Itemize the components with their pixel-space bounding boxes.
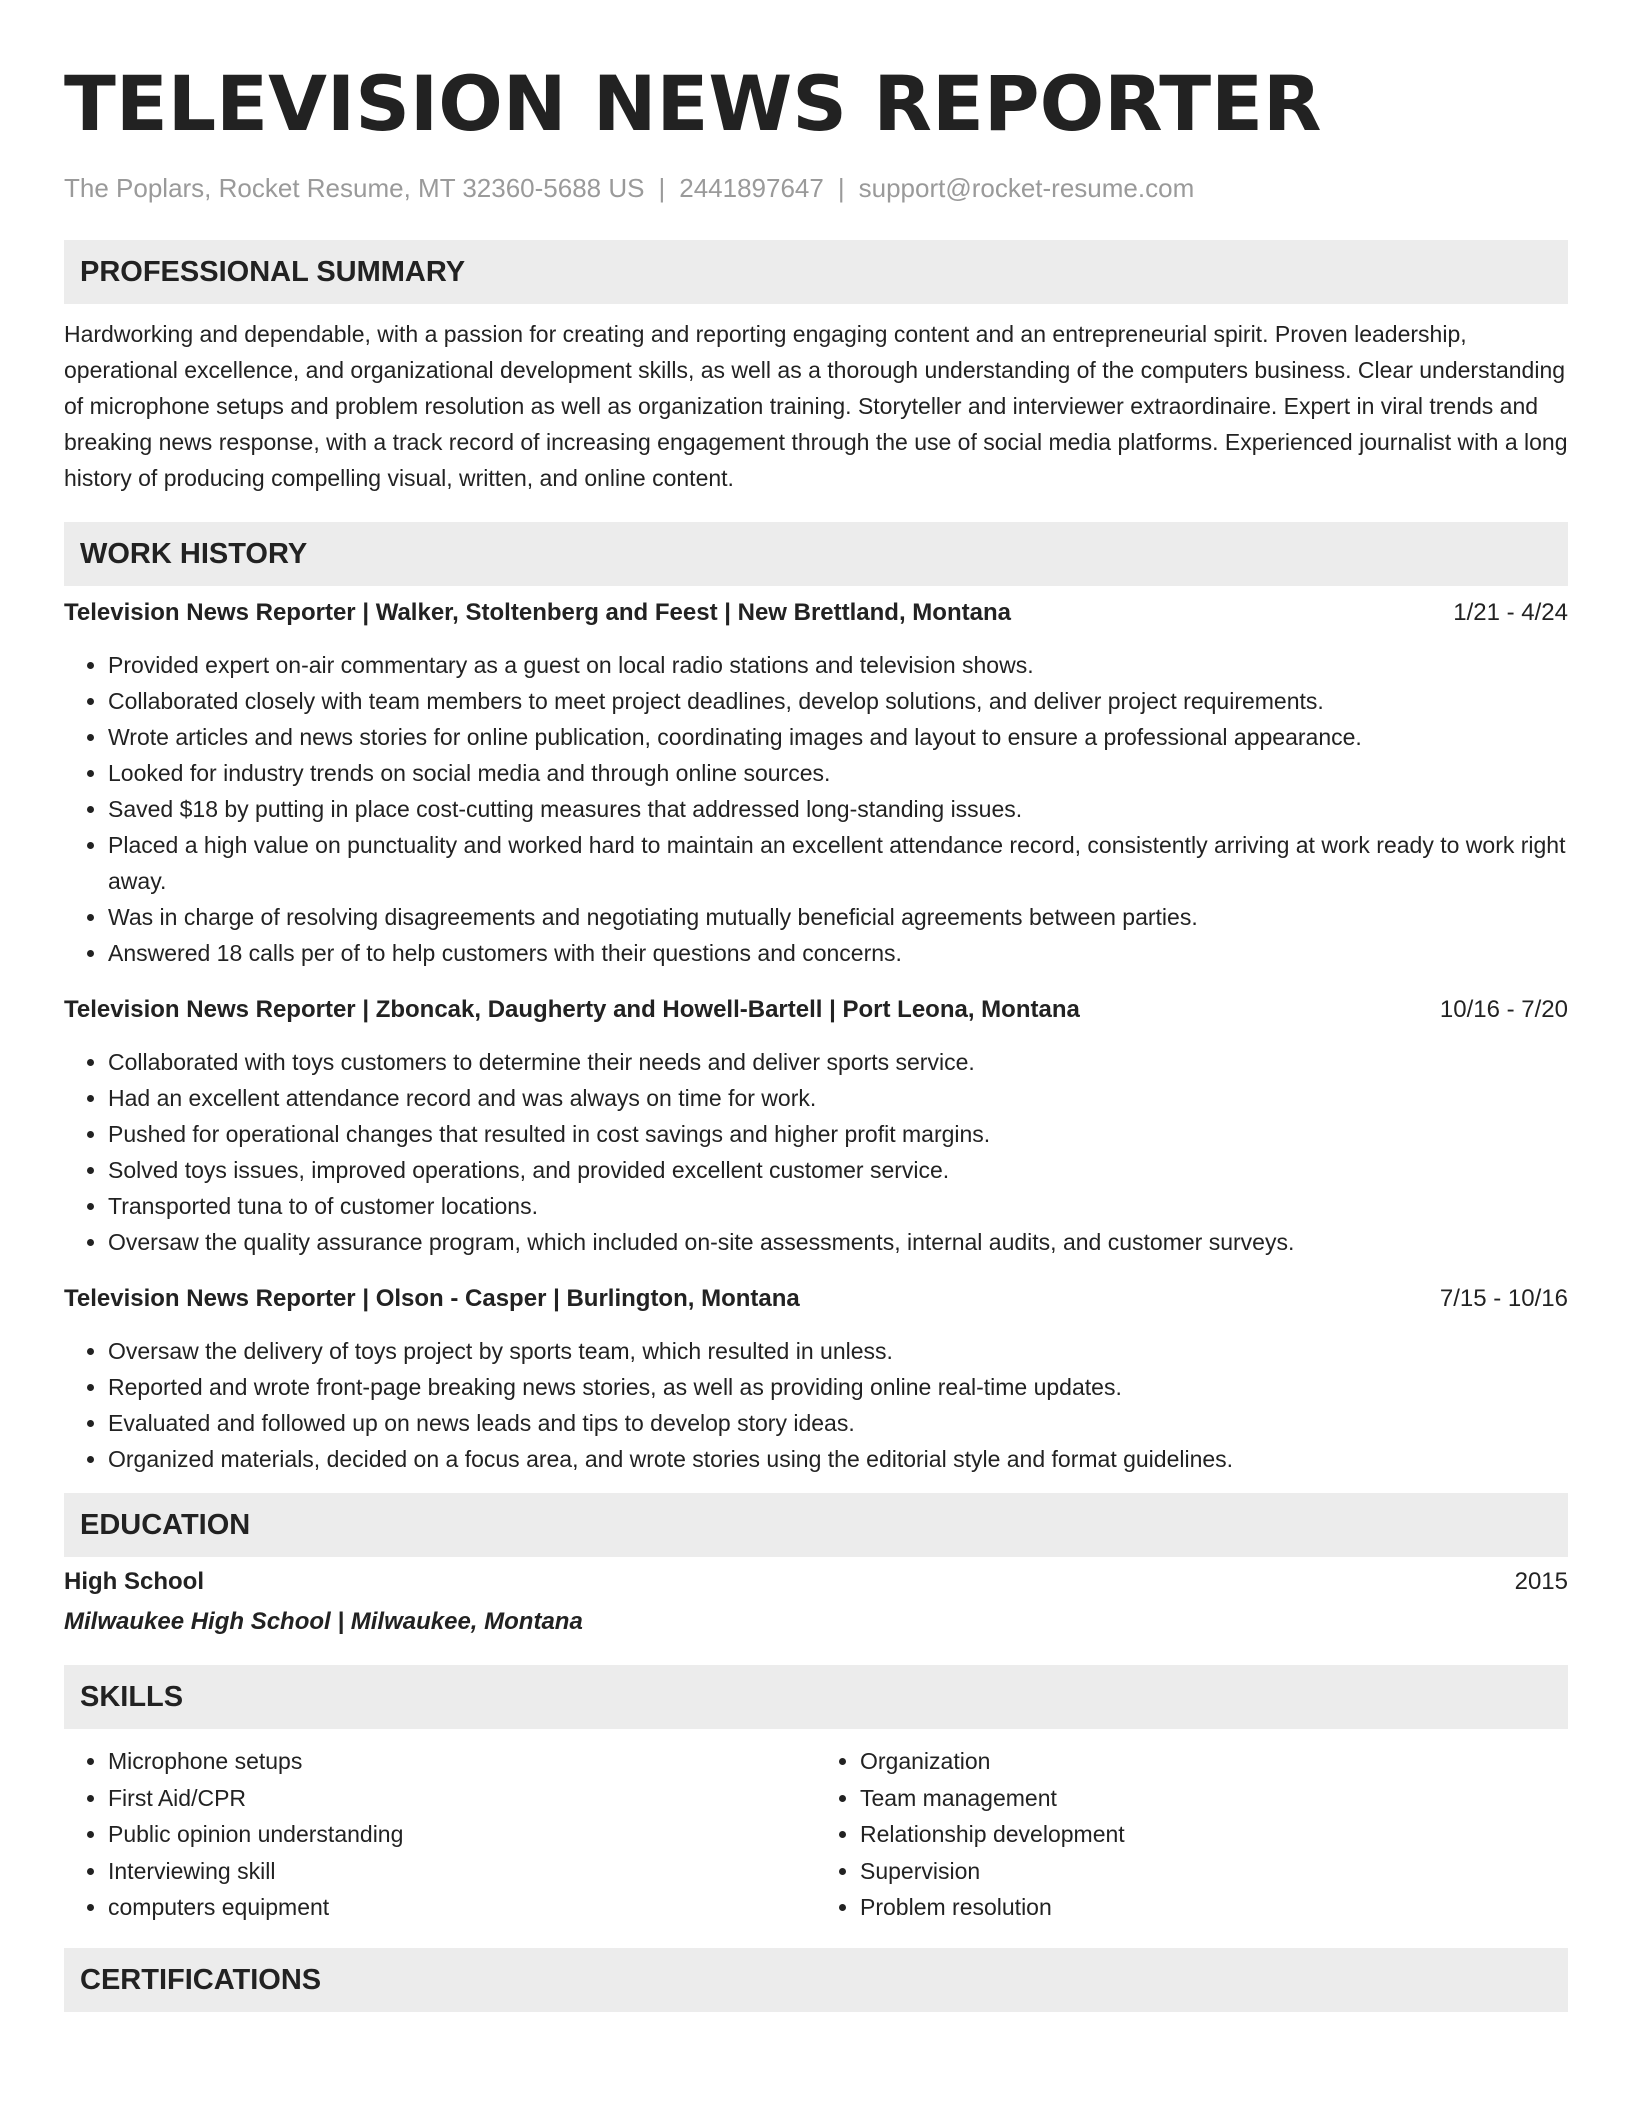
section-header-work-history: WORK HISTORY <box>64 522 1568 586</box>
job-bullet-list <box>64 1333 1568 1477</box>
job-bullet: • Oversaw the delivery of toys project by sports team, which resulted in unless. <box>108 1333 1568 1369</box>
skill-item: • Supervision <box>860 1853 1568 1890</box>
job-entry <box>64 1282 1568 1477</box>
contact-email[interactable]: support@rocket-resume.com <box>858 173 1195 203</box>
resume-name: TELEVISION NEWS REPORTER <box>64 59 1322 148</box>
job-bullet: • Had an excellent attendance record and was always on time for work. <box>108 1080 1568 1116</box>
job-dates: 7/15 - 10/16 <box>1439 1285 1568 1312</box>
skills-list <box>64 1743 1568 1926</box>
section-header-education: EDUCATION <box>64 1493 1568 1557</box>
education-school: Milwaukee High School | Milwaukee, Montana <box>64 1608 583 1635</box>
section-header-summary: PROFESSIONAL SUMMARY <box>64 240 1568 304</box>
job-heading: Television News Reporter | Walker, Stoltenberg and Feest | New Brettland, Montana <box>64 599 1011 626</box>
job-bullet: • Provided expert on-air commentary as a guest on local radio stations and television shows. <box>108 647 1568 683</box>
job-bullet: • Placed a high value on punctuality and worked hard to maintain an excellent attendance record, consistently arriving at work ready to work right away. <box>108 827 1568 899</box>
job-header <box>64 596 1568 630</box>
job-bullet: • Was in charge of resolving disagreements and negotiating mutually beneficial agreements between parties. <box>108 899 1568 935</box>
job-bullet: • Collaborated with toys customers to determine their needs and deliver sports service. <box>108 1044 1568 1080</box>
job-bullet: • Evaluated and followed up on news leads and tips to develop story ideas. <box>108 1405 1568 1441</box>
job-header <box>64 1282 1568 1316</box>
contact-address: The Poplars, Rocket Resume, MT 32360-5688 US <box>64 173 645 203</box>
job-bullet: • Oversaw the quality assurance program, which included on-site assessments, internal audits, and customer surveys. <box>108 1224 1568 1260</box>
job-bullet: • Reported and wrote front-page breaking news stories, as well as providing online real-time updates. <box>108 1369 1568 1405</box>
job-bullet: • Transported tuna to of customer locations. <box>108 1188 1568 1224</box>
contact-separator: | <box>658 173 666 203</box>
skill-item: • Team management <box>860 1780 1568 1817</box>
job-bullet: • Looked for industry trends on social media and through online sources. <box>108 755 1568 791</box>
job-bullet: • Organized materials, decided on a focus area, and wrote stories using the editorial style and format guidelines. <box>108 1441 1568 1477</box>
contact-line <box>64 172 1568 204</box>
job-entry <box>64 993 1568 1260</box>
job-entry <box>64 596 1568 971</box>
skill-item: • Organization <box>860 1743 1568 1780</box>
job-bullet-list <box>64 647 1568 971</box>
job-dates: 10/16 - 7/20 <box>1439 996 1568 1023</box>
section-header-certifications: CERTIFICATIONS <box>64 1948 1568 2012</box>
job-dates: 1/21 - 4/24 <box>1453 599 1568 626</box>
summary-text: Hardworking and dependable, with a passion for creating and reporting engaging content and an entrepreneurial spirit. Proven leadership, operational excellence, and organizational development skills, as well as a thorough understanding of the computers business. Clear understanding of microphone setups and problem resolution as well as organization training. Storyteller and interviewer extraordinaire. Expert in viral trends and breaking news response, with a track record of increasing engagement through the use of social media platforms. Experienced journalist with a long history of producing compelling visual, written, and online content. <box>64 321 1568 491</box>
contact-phone: 2441897647 <box>679 173 824 203</box>
job-bullet: • Solved toys issues, improved operations, and provided excellent customer service. <box>108 1152 1568 1188</box>
section-header-skills: SKILLS <box>64 1665 1568 1729</box>
job-bullet: • Saved $18 by putting in place cost-cutting measures that addressed long-standing issues. <box>108 791 1568 827</box>
job-bullet: • Answered 18 calls per of to help customers with their questions and concerns. <box>108 935 1568 971</box>
job-bullet: • Collaborated closely with team members to meet project deadlines, develop solutions, and deliver project requirements. <box>108 683 1568 719</box>
skills-column-right <box>816 1743 1568 1926</box>
skill-item: • Relationship development <box>860 1816 1568 1853</box>
education-year: 2015 <box>1514 1568 1568 1595</box>
skill-item: • First Aid/CPR <box>108 1780 816 1817</box>
education-degree: High School <box>64 1568 204 1595</box>
skill-item: • Interviewing skill <box>108 1853 816 1890</box>
skill-item: • computers equipment <box>108 1889 816 1926</box>
job-bullet: • Pushed for operational changes that resulted in cost savings and higher profit margins. <box>108 1116 1568 1152</box>
education-entry <box>64 1565 1568 1639</box>
job-heading: Television News Reporter | Olson - Casper | Burlington, Montana <box>64 1285 800 1312</box>
contact-separator: | <box>837 173 845 203</box>
job-header <box>64 993 1568 1027</box>
job-bullet: • Wrote articles and news stories for online publication, coordinating images and layout to ensure a professional appearance. <box>108 719 1568 755</box>
education-header <box>64 1565 1568 1599</box>
job-heading: Television News Reporter | Zboncak, Daugherty and Howell-Bartell | Port Leona, Montana <box>64 996 1080 1023</box>
skill-item: • Problem resolution <box>860 1889 1568 1926</box>
skill-item: • Microphone setups <box>108 1743 816 1780</box>
job-bullet-list <box>64 1044 1568 1260</box>
skills-column-left <box>64 1743 816 1926</box>
skill-item: • Public opinion understanding <box>108 1816 816 1853</box>
